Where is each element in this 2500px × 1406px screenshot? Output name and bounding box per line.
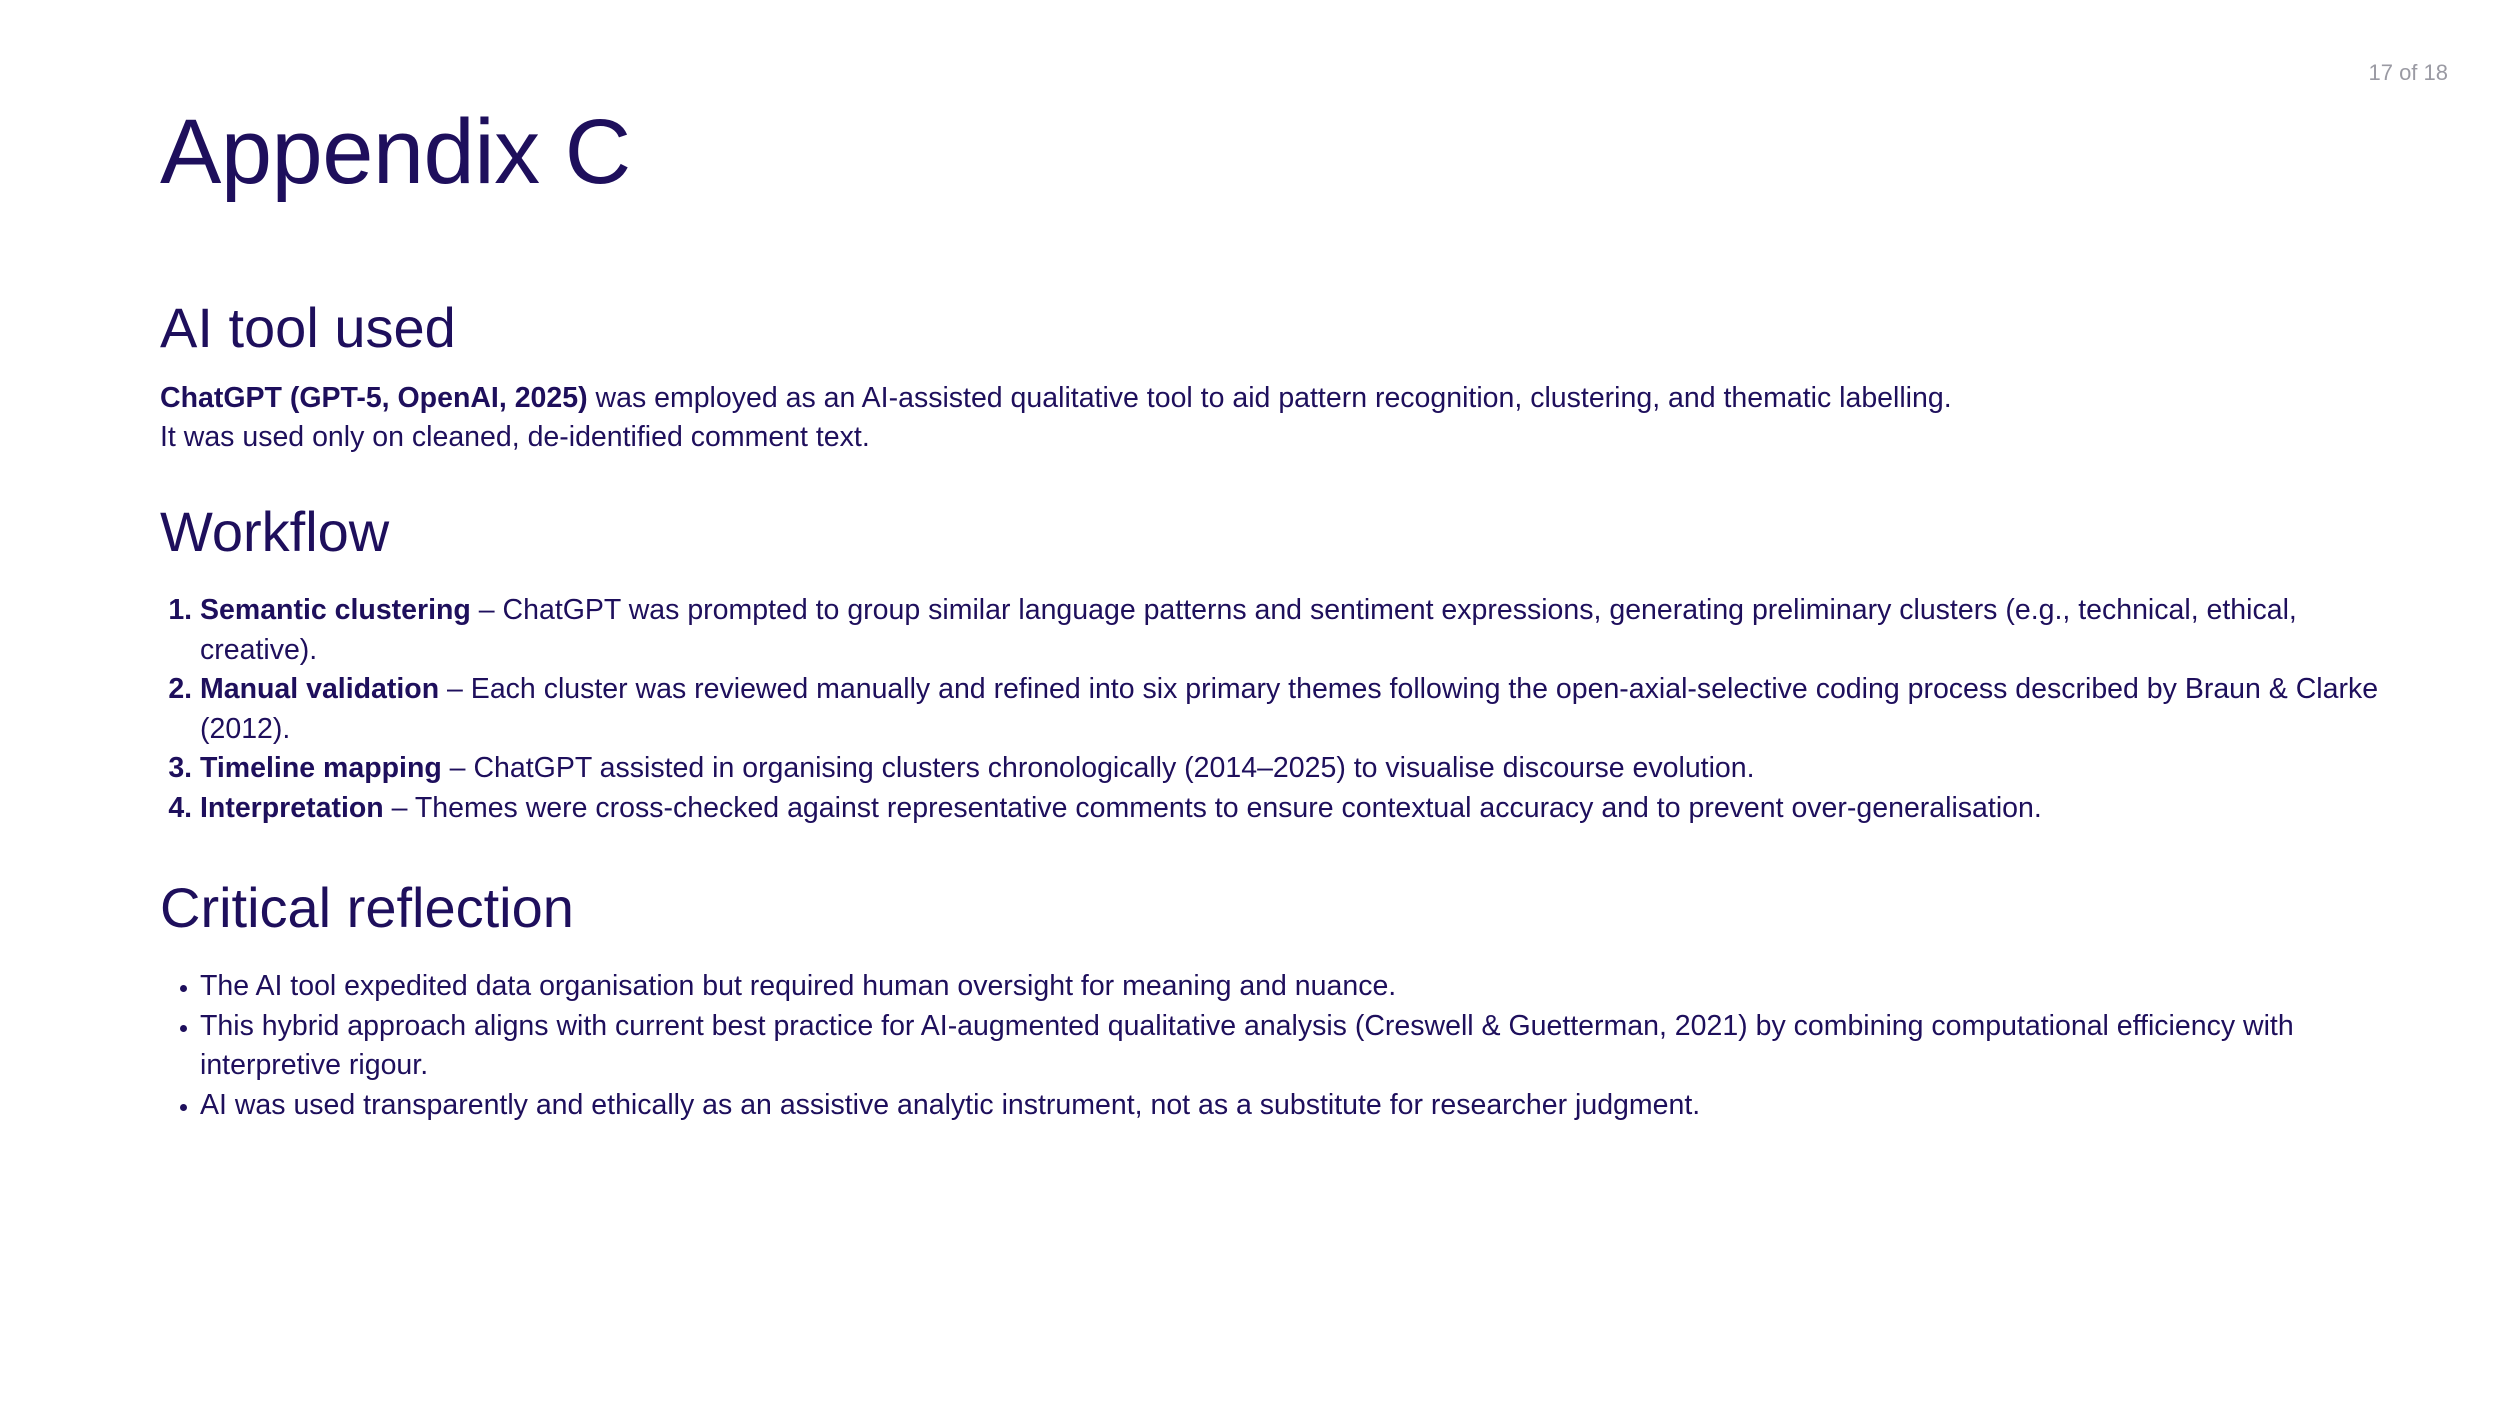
workflow-item-title: Manual validation — [200, 673, 440, 706]
reflection-item: • The AI tool expedited data organisation but required human oversight for meaning and nuance. — [200, 967, 2380, 1007]
page-counter: 17 of 18 — [2368, 60, 2448, 85]
workflow-item — [200, 670, 2380, 749]
page-title: Appendix C — [160, 101, 631, 203]
critical-reflection-heading: Critical reflection — [160, 876, 574, 940]
ai-tool-description: was employed as an AI-assisted qualitative tool to aid pattern recognition, clustering, and thematic labelling. — [587, 381, 1952, 414]
ai-tool-line-1 — [160, 379, 2380, 419]
workflow-item-text: – Each cluster was reviewed manually and refined into six primary themes following the open-axial-selective coding process described by Braun & Clarke (2012). — [200, 673, 2379, 745]
ai-tool-heading: AI tool used — [160, 295, 456, 359]
workflow-item-title: Interpretation — [200, 791, 384, 824]
reflection-item: • AI was used transparently and ethically as an assistive analytic instrument, not as a substitute for researcher judgment. — [200, 1086, 2380, 1126]
ai-tool-paragraph — [160, 379, 2380, 458]
slide-content — [160, 100, 2380, 1125]
workflow-item-text: – ChatGPT was prompted to group similar language patterns and sentiment expressions, generating preliminary clusters (e.g., technical, ethical, creative). — [200, 594, 2297, 666]
workflow-item — [200, 591, 2380, 670]
workflow-heading: Workflow — [160, 499, 390, 563]
workflow-item — [200, 749, 2380, 789]
workflow-item-text: – ChatGPT assisted in organising clusters chronologically (2014–2025) to visualise discourse evolution. — [441, 752, 1755, 785]
workflow-item — [200, 789, 2380, 829]
workflow-item-title: Semantic clustering — [200, 594, 471, 627]
workflow-item-text: – Themes were cross-checked against representative comments to ensure contextual accuracy and to prevent over-generalisation. — [383, 791, 2042, 824]
reflection-item: • This hybrid approach aligns with current best practice for AI-augmented qualitative analysis (Creswell & Guetterman, 2021) by combining computational efficiency with interpretive rigour. — [200, 1007, 2380, 1086]
critical-reflection-list — [160, 967, 2380, 1125]
workflow-item-title: Timeline mapping — [200, 752, 442, 785]
ai-tool-name: ChatGPT (GPT-5, OpenAI, 2025) — [160, 381, 588, 414]
ai-tool-line-2: It was used only on cleaned, de-identified comment text. — [160, 421, 870, 454]
workflow-list — [160, 591, 2380, 828]
